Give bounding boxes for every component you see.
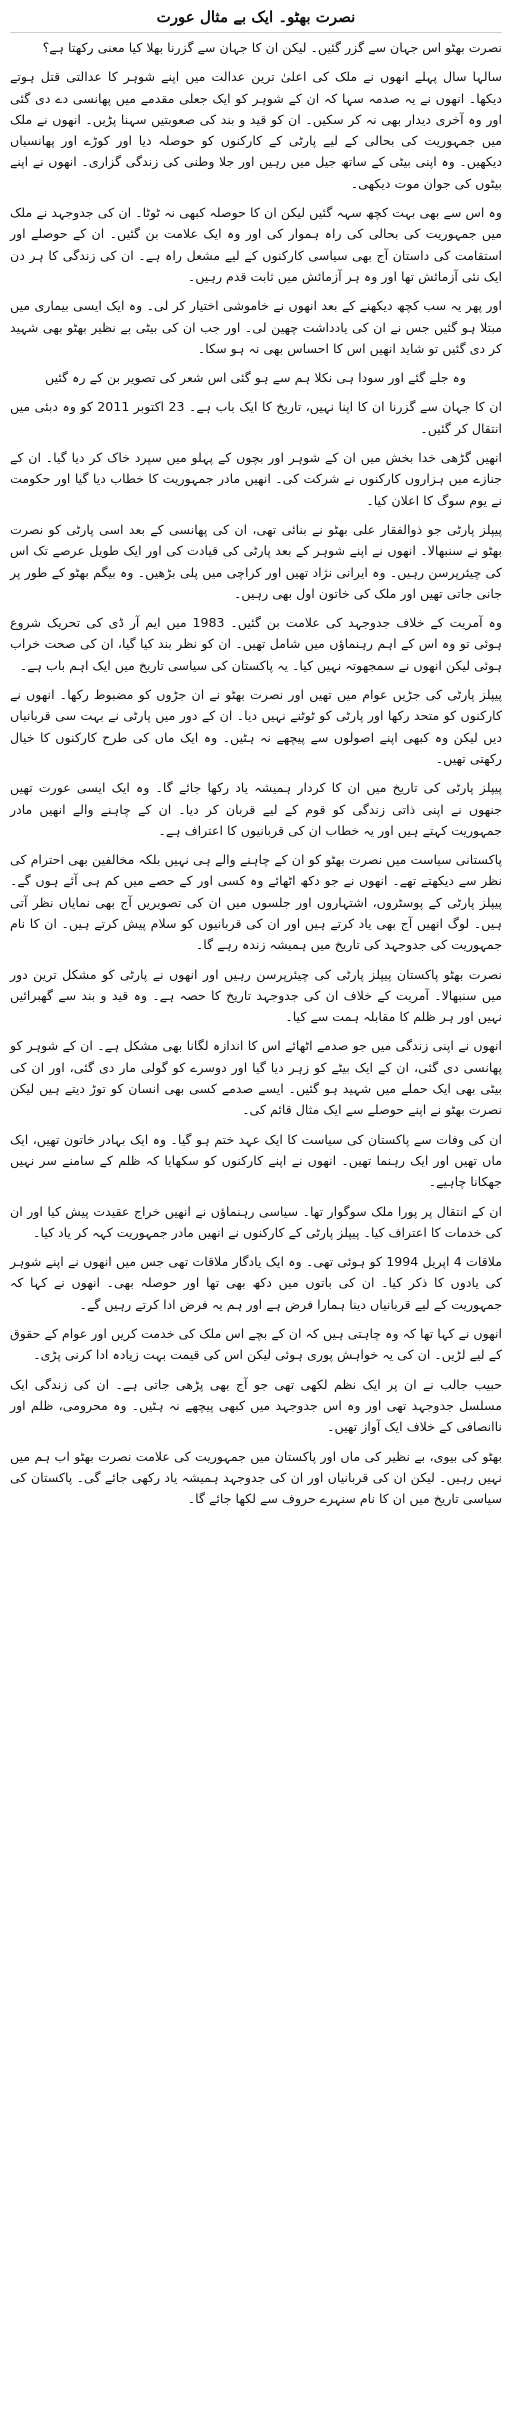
article-paragraph: پیپلز پارٹی کی جڑیں عوام میں تھیں اور نصرت بھٹو نے ان جڑوں کو مضبوط رکھا۔ انھوں نے کارکنوں کو متحد رکھا اور پارٹی کو ٹوٹنے نہیں دیا۔ ان کے دور میں پارٹی نے بہت سی قربانیاں دیں لیکن وہ کبھی اپنے اصولوں سے پیچھے نہ ہٹیں۔ وہ ایک ماں کی طرح کارکنوں کا خیال رکھتی تھیں۔ bbox=[10, 687, 502, 766]
article-paragraph: ان کے انتقال پر پورا ملک سوگوار تھا۔ سیاسی رہنماؤں نے انھیں خراج عقیدت پیش کیا اور ان کی خدمات کا اعتراف کیا۔ پیپلز پارٹی کے کارکنوں نے انھیں مادر جمہوریت کہہ کر یاد کیا۔ bbox=[10, 1203, 502, 1240]
article-paragraph: سالہا سال پہلے انھوں نے ملک کی اعلیٰ ترین عدالت میں اپنے شوہر کا عدالتی قتل ہوتے دیکھا۔ انھوں نے یہ صدمہ سہا کہ ان کے شوہر کو ایک جعلی مقدمے میں پھانسی دے دی گئی اور وہ آخری دیدار بھی نہ کر سکیں۔ ان کو قید و بند کی صعوبتیں سہنا پڑیں۔ انھوں نے ملک میں جمہوریت کی بحالی کے لیے پارٹی کے کارکنوں کو حوصلہ دیا اور کوڑے اور پھانسیاں دیکھیں۔ وہ اپنی بیٹی کے ساتھ جیل میں رہیں اور جلا وطنی کی زندگی گزاری۔ انھوں نے اپنے بیٹوں کی جوان موت دیکھی۔ bbox=[10, 69, 502, 191]
article-paragraph: نصرت بھٹو پاکستان پیپلز پارٹی کی چیئرپرسن رہیں اور انھوں نے پارٹی کو مشکل ترین دور میں سنبھالا۔ آمریت کے خلاف ان کی جدوجہد تاریخ کا حصہ ہے۔ وہ قید و بند سے گھبرائیں نہیں اور ہر ظلم کا مقابلہ ہمت سے کیا۔ bbox=[10, 966, 502, 1025]
article-paragraph: ملاقات 4 اپریل 1994 کو ہوئی تھی۔ وہ ایک یادگار ملاقات تھی جس میں انھوں نے اپنے شوہر کی یادوں کا ذکر کیا۔ ان کی باتوں میں دکھ بھی تھا اور حوصلہ بھی۔ انھوں نے کہا کہ جمہوریت کے لیے قربانیاں دینا ہمارا فرض ہے اور ہم یہ فرض ادا کرتے رہیں گے۔ bbox=[10, 1254, 502, 1312]
article-paragraph: ان کی وفات سے پاکستان کی سیاست کا ایک عہد ختم ہو گیا۔ وہ ایک بہادر خاتون تھیں، ایک ماں تھیں اور ایک رہنما تھیں۔ انھوں نے اپنے کارکنوں کو سکھایا کہ ظلم کے سامنے سر نہیں جھکانا چاہیے۔ bbox=[10, 1131, 502, 1190]
article-paragraph: انھیں گڑھی خدا بخش میں ان کے شوہر اور بچوں کے پہلو میں سپرد خاک کر دیا گیا۔ ان کے جنازے میں ہزاروں کارکنوں نے شرکت کی۔ انھیں مادر جمہوریت کا خطاب دیا گیا اور حکومت نے یوم سوگ کا اعلان کیا۔ bbox=[10, 450, 502, 508]
article-verse: وہ جلے گئے اور سودا ہی نکلا ہم سے ہو گئی اس شعر کی تصویر بن کے رہ گئیں bbox=[44, 370, 466, 386]
article-paragraph: نصرت بھٹو اس جہان سے گزر گئیں۔ لیکن ان کا جہان سے گزرنا بھلا کیا معنی رکھتا ہے؟ bbox=[42, 40, 502, 55]
article-paragraph: وہ آمریت کے خلاف جدوجہد کی علامت بن گئیں۔ 1983 میں ایم آر ڈی کی تحریک شروع ہوئی تو وہ اس کے اہم رہنماؤں میں شامل تھیں۔ ان کو نظر بند کیا گیا، ان کی صحت خراب ہوئی لیکن انھوں نے سمجھوتہ نہیں کیا۔ یہ پاکستان کی سیاسی تاریخ میں ایک اہم باب ہے۔ bbox=[10, 615, 502, 673]
article-paragraph: بھٹو کی بیوی، بے نظیر کی ماں اور پاکستان میں جمہوریت کی علامت نصرت بھٹو اب ہم میں نہیں رہیں۔ لیکن ان کی قربانیاں اور ان کی جدوجہد ہمیشہ یاد رکھی جائے گی۔ پاکستان کی سیاسی تاریخ میں ان کا نام سنہرے حروف سے لکھا جائے گا۔ bbox=[10, 1448, 502, 1507]
article-paragraph: وہ اس سے بھی بہت کچھ سہہ گئیں لیکن ان کا حوصلہ کبھی نہ ٹوٹا۔ ان کی جدوجہد نے ملک میں جمہوریت کی بحالی کی راہ ہموار کی اور وہ ایک علامت بن گئیں۔ ان کے حوصلے اور استقامت کی داستان آج بھی سیاسی کارکنوں کے لیے مشعل راہ ہے۔ ان کی زندگی کا ہر دن ایک نئی آزمائش تھا اور وہ ہر آزمائش میں ثابت قدم رہیں۔ bbox=[10, 205, 502, 284]
article-title: نصرت بھٹو۔ ایک بے مثال عورت bbox=[10, 6, 502, 33]
article-paragraph: انھوں نے کہا تھا کہ وہ چاہتی ہیں کہ ان کے بچے اس ملک کی خدمت کریں اور عوام کے حقوق کے لیے لڑیں۔ ان کی یہ خواہش پوری ہوئی لیکن اس کی قیمت بہت زیادہ ادا کرنی پڑی۔ bbox=[10, 1326, 502, 1363]
article-paragraph: انھوں نے اپنی زندگی میں جو صدمے اٹھائے اس کا اندازہ لگانا بھی مشکل ہے۔ ان کے شوہر کو پھانسی دی گئی، ان کے ایک بیٹے کو زہر دیا گیا اور دوسرے کو گولی مار دی گئی، اور ان کی بیٹی بھی ایک حملے میں شہید ہو گئیں۔ ایسے صدمے کسی بھی انسان کو توڑ دیتے ہیں لیکن نصرت بھٹو نے اپنے حوصلے سے ایک مثال قائم کی۔ bbox=[10, 1038, 502, 1118]
article-paragraph: اور پھر یہ سب کچھ دیکھنے کے بعد انھوں نے خاموشی اختیار کر لی۔ وہ ایک ایسی بیماری میں مبتلا ہو گئیں جس نے ان کی یادداشت چھین لی۔ اور جب ان کی بیٹی بے نظیر بھٹو بھی شہید کر دی گئیں تو شاید انھیں اس کا احساس بھی نہ ہو سکا۔ bbox=[10, 298, 502, 356]
article-paragraph: حبیب جالب نے ان پر ایک نظم لکھی تھی جو آج بھی پڑھی جاتی ہے۔ ان کی زندگی ایک مسلسل جدوجہد تھی اور وہ اس جدوجہد میں کبھی پیچھے نہ ہٹیں۔ وہ محرومی، ظلم اور ناانصافی کے خلاف ایک آواز تھیں۔ bbox=[10, 1376, 502, 1435]
article-paragraph: پیپلز پارٹی جو ذوالفقار علی بھٹو نے بنائی تھی، ان کی پھانسی کے بعد اسی پارٹی کو نصرت بھٹو نے سنبھالا۔ انھوں نے اپنے شوہر کے بعد پارٹی کی قیادت کی اور ایک طویل عرصے تک اس کی چیئرپرسن رہیں۔ وہ ایرانی نژاد تھیں اور کراچی میں پلی بڑھیں۔ وہ بیگم بھٹو کے طور پر جانی جاتی تھیں اور ملک کی خاتون اول بھی رہیں۔ bbox=[10, 521, 502, 601]
article-paragraph: پاکستانی سیاست میں نصرت بھٹو کو ان کے چاہنے والے ہی نہیں بلکہ مخالفین بھی احترام کی نظر سے دیکھتے تھے۔ انھوں نے جو دکھ اٹھائے وہ کسی اور کے حصے میں کم ہی آئے ہوں گے۔ پیپلز پارٹی کے پوسٹروں، اشتہاروں اور جلسوں میں ان کی تصویریں آج بھی نمایاں نظر آتی ہیں۔ لوگ انھیں آج بھی یاد کرتے ہیں اور ان کی قربانیوں کو سلام پیش کرتے ہیں۔ ان کا نام جمہوریت کی جدوجہد کی تاریخ میں ہمیشہ زندہ رہے گا۔ bbox=[10, 852, 502, 953]
article-paragraph: پیپلز پارٹی کی تاریخ میں ان کا کردار ہمیشہ یاد رکھا جائے گا۔ وہ ایک ایسی عورت تھیں جنھوں نے اپنی ذاتی زندگی کو قوم کے لیے قربان کر دیا۔ ان کے چاہنے والے انھیں مادر جمہوریت کہتے ہیں اور یہ خطاب ان کی قربانیوں کا اعتراف ہے۔ bbox=[10, 780, 502, 838]
article-paragraph: ان کا جہان سے گزرنا ان کا اپنا نہیں، تاریخ کا ایک باب ہے۔ 23 اکتوبر 2011 کو وہ دبئی میں انتقال کر گئیں۔ bbox=[10, 399, 502, 436]
